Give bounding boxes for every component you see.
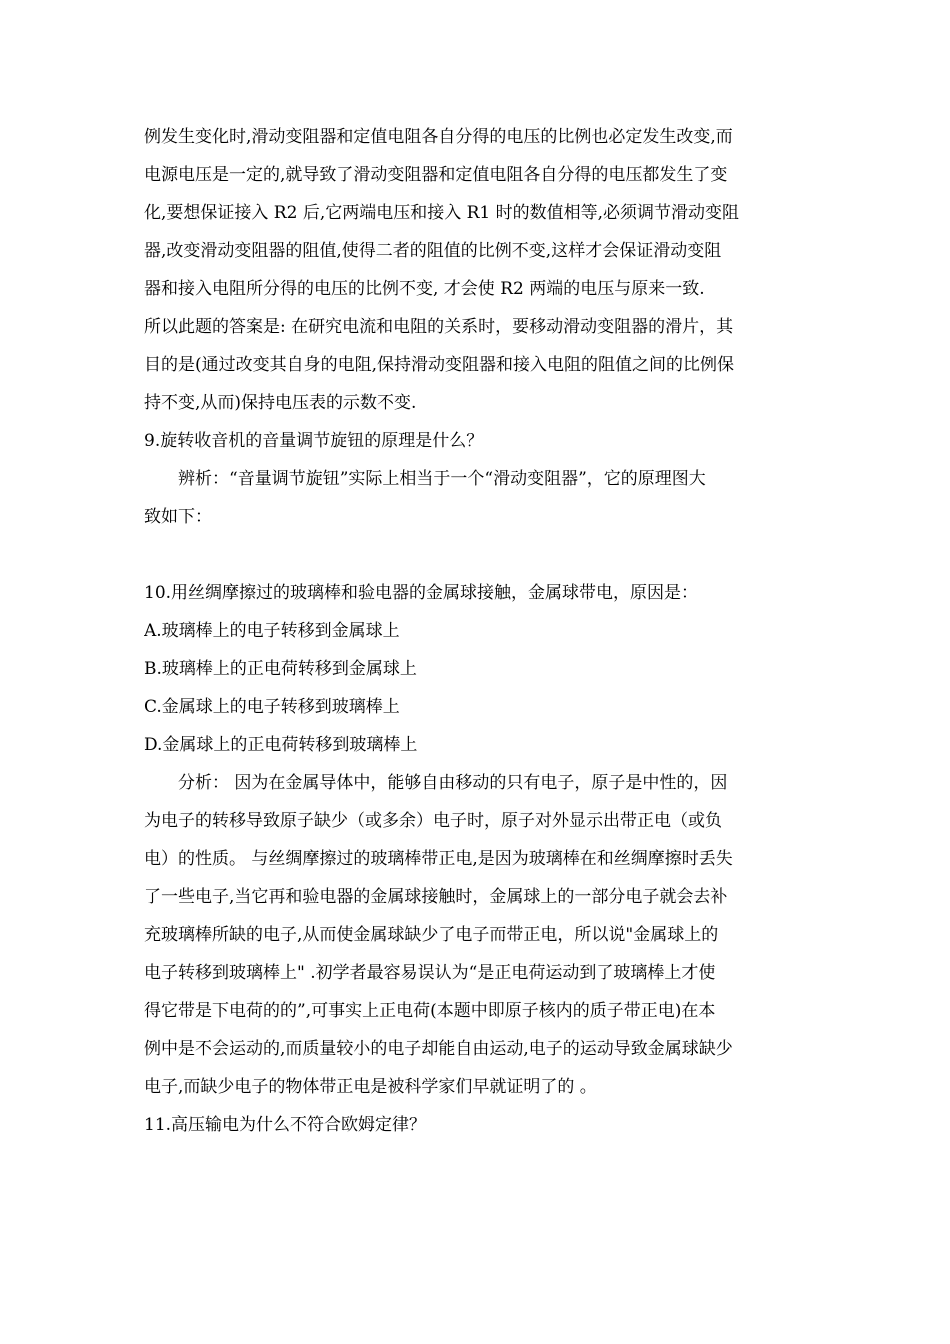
paragraph-line: 器和接入电阻所分得的电压的比例不变, 才会使 R2 两端的电压与原来一致. [144, 279, 705, 299]
question-10-analysis-line: 例中是不会运动的,而质量较小的电子却能自由运动,电子的运动导致金属球缺少 [144, 1039, 733, 1059]
question-10-analysis-line: 电子,而缺少电子的物体带正电是被科学家们早就证明了的 。 [144, 1077, 597, 1097]
question-9-title: 9.旋转收音机的音量调节旋钮的原理是什么？ [144, 431, 484, 451]
question-10-title: 10.用丝绸摩擦过的玻璃棒和验电器的金属球接触，金属球带电，原因是： [144, 583, 699, 603]
question-10-option-d: D.金属球上的正电荷转移到玻璃棒上 [144, 735, 418, 755]
question-11-title: 11.高压输电为什么不符合欧姆定律？ [144, 1115, 427, 1135]
question-10-analysis-line: 了一些电子,当它再和验电器的金属球接触时，金属球上的一部分电子就会去补 [144, 887, 728, 907]
question-10-analysis-line: 为电子的转移导致原子缺少（或多余）电子时，原子对外显示出带正电（或负 [144, 811, 722, 831]
paragraph-line: 化,要想保证接入 R2 后,它两端电压和接入 R1 时的数值相等,必须调节滑动变阻 [144, 203, 740, 223]
question-10-analysis-line: 分析： 因为在金属导体中，能够自由移动的只有电子，原子是中性的，因 [178, 773, 728, 793]
paragraph-line: 目的是(通过改变其自身的电阻,保持滑动变阻器和接入电阻的阻值之间的比例保 [144, 355, 735, 375]
question-10-option-a: A.玻璃棒上的电子转移到金属球上 [144, 621, 400, 641]
question-10-analysis-line: 电）的性质。 与丝绸摩擦过的玻璃棒带正电,是因为玻璃棒在和丝绸摩擦时丢失 [144, 849, 733, 869]
paragraph-line: 电源电压是一定的,就导致了滑动变阻器和定值电阻各自分得的电压都发生了变 [144, 165, 728, 185]
question-10-option-b: B.玻璃棒上的正电荷转移到金属球上 [144, 659, 417, 679]
paragraph-line: 所以此题的答案是: 在研究电流和电阻的关系时，要移动滑动变阻器的滑片，其 [144, 317, 734, 337]
question-10-analysis-line: 充玻璃棒所缺的电子,从而使金属球缺少了电子而带正电，所以说"金属球上的 [144, 925, 719, 945]
paragraph-line: 持不变,从而)保持电压表的示数不变. [144, 393, 417, 413]
question-10-option-c: C.金属球上的电子转移到玻璃棒上 [144, 697, 400, 717]
document-body [144, 118, 820, 1144]
paragraph-line: 例发生变化时,滑动变阻器和定值电阻各自分得的电压的比例也必定发生改变,而 [144, 127, 733, 147]
question-9-analysis-line: 致如下： [144, 507, 212, 527]
question-10-analysis-line: 得它带是下电荷的的”,可事实上正电荷(本题中即原子核内的质子带正电)在本 [144, 1001, 716, 1021]
paragraph-line: 器,改变滑动变阻器的阻值,使得二者的阻值的比例不变,这样才会保证滑动变阻 [144, 241, 722, 261]
blank-spacer [144, 536, 820, 574]
question-9-analysis-line: 辨析：“音量调节旋钮”实际上相当于一个“滑动变阻器”，它的原理图大 [178, 469, 706, 489]
question-10-analysis-line: 电子转移到玻璃棒上" .初学者最容易误认为“是正电荷运动到了玻璃棒上才使 [144, 963, 716, 983]
